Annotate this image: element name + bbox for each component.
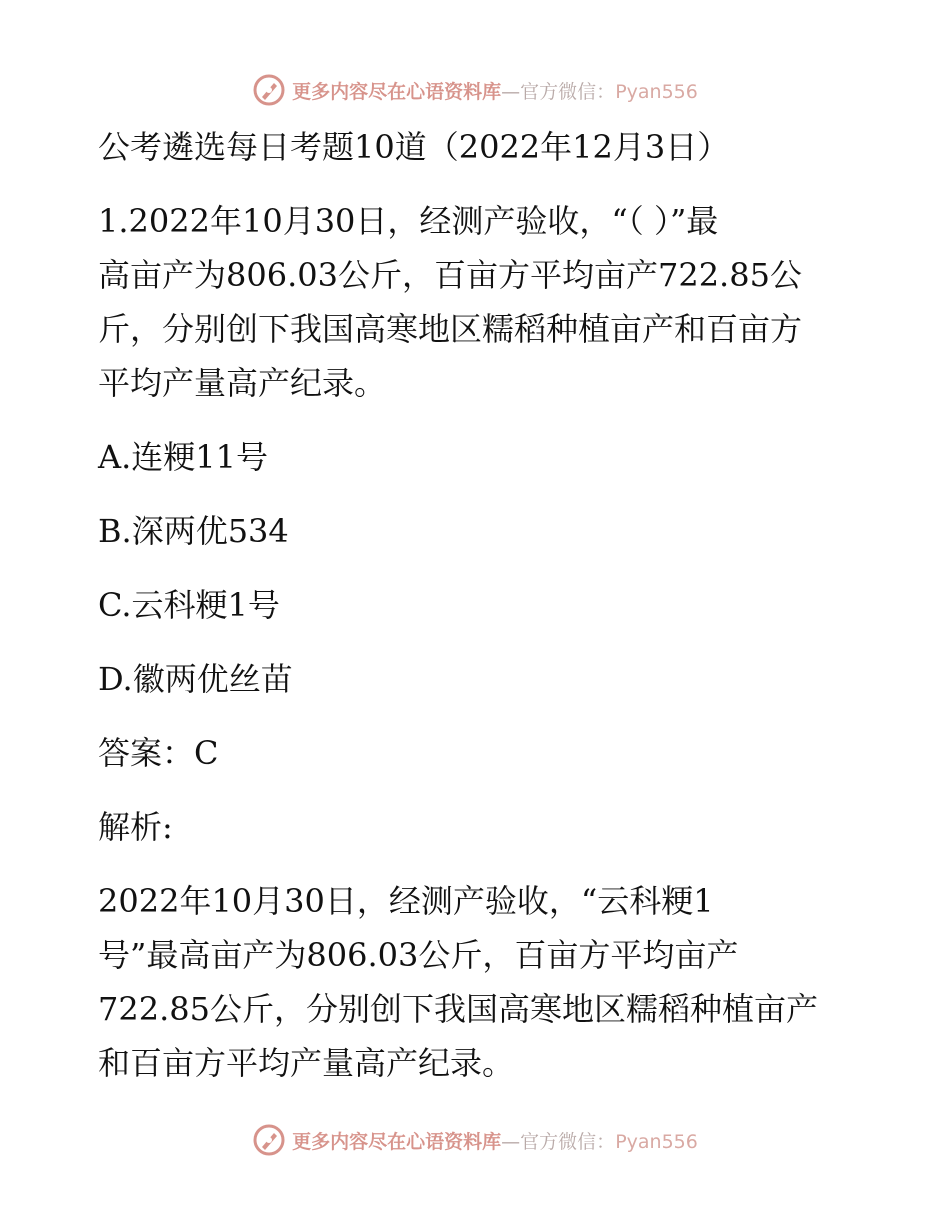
question-line: 1.2022年10月30日，经测产验收，“（ ）”最 — [98, 202, 719, 240]
pen-logo-icon — [252, 1123, 286, 1157]
option-c: C.云科粳1号 — [98, 586, 280, 624]
analysis-line: 2022年10月30日，经测产验收，“云科粳1 — [98, 882, 714, 920]
question-stem — [98, 194, 858, 410]
watermark-text: 更多内容尽在心语资料库—官方微信：Pyan556 — [292, 1130, 698, 1153]
analysis-line: 722.85公斤，分别创下我国高寒地区糯稻种植亩产 — [98, 990, 818, 1028]
answer-line: 答案：C — [98, 734, 219, 772]
page-title: 公考遴选每日考题10道（2022年12月3日） — [98, 128, 730, 166]
pen-logo-icon — [252, 73, 286, 107]
question-line: 斤，分别创下我国高寒地区糯稻种植亩产和百亩方 — [98, 310, 803, 348]
document-body — [98, 120, 858, 1090]
analysis-text — [98, 874, 858, 1090]
option-a: A.连粳11号 — [98, 438, 269, 476]
analysis-label: 解析: — [98, 808, 173, 846]
option-d: D.徽两优丝苗 — [98, 660, 293, 698]
question-line: 高亩产为806.03公斤，百亩方平均亩产722.85公 — [98, 256, 802, 294]
analysis-line: 和百亩方平均产量高产纪录。 — [98, 1044, 515, 1082]
question-line: 平均产量高产纪录。 — [98, 364, 387, 402]
watermark-header — [0, 70, 950, 110]
watermark-footer — [0, 1120, 950, 1160]
option-b: B.深两优534 — [98, 512, 289, 550]
watermark-text: 更多内容尽在心语资料库—官方微信：Pyan556 — [292, 80, 698, 103]
analysis-line: 号”最高亩产为806.03公斤，百亩方平均亩产 — [98, 936, 739, 974]
